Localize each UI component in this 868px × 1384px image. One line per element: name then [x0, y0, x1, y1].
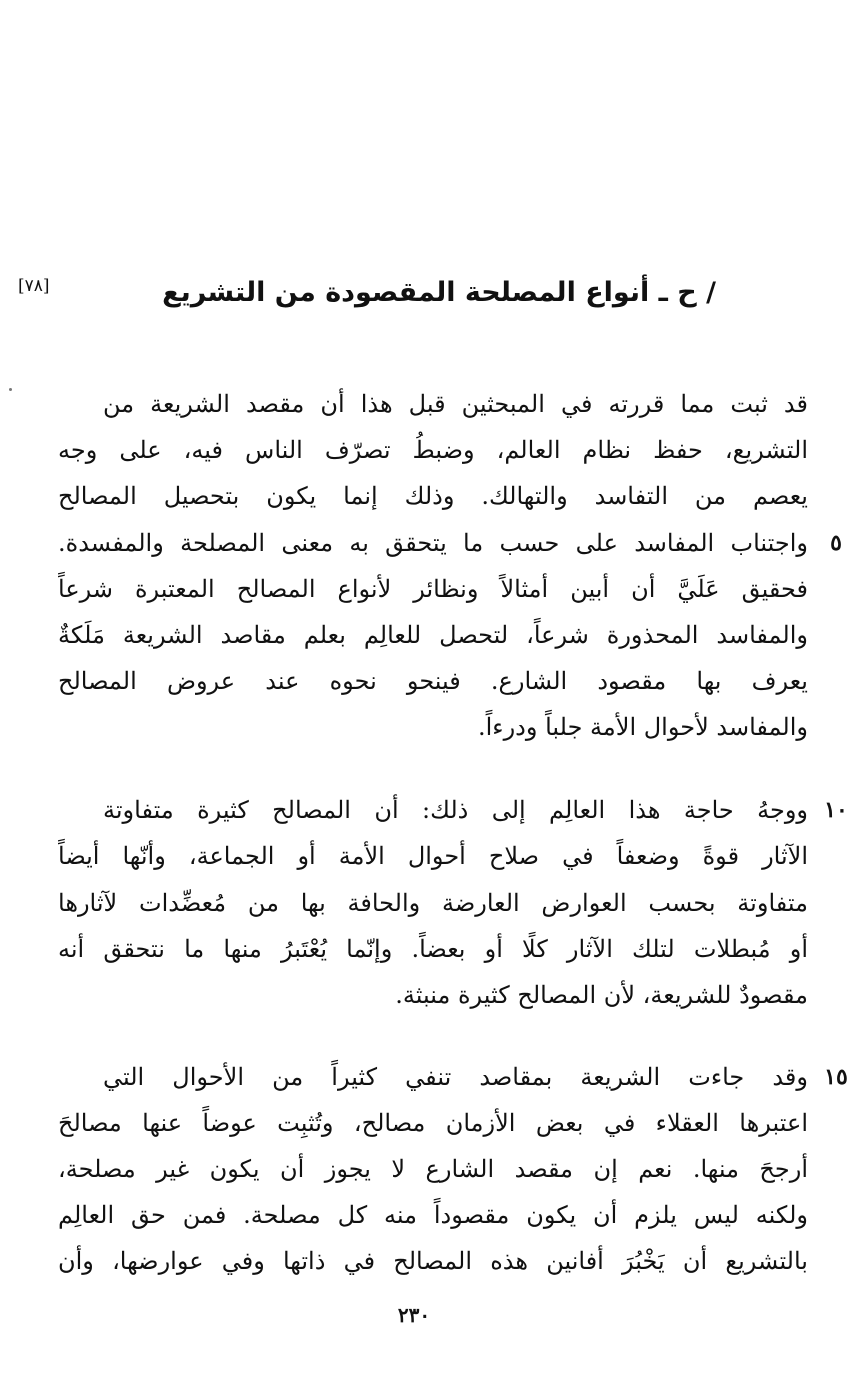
paragraph-2-line-5: مقصودٌ للشريعة، لأن المصالح كثيرة منبثة. [395, 981, 808, 1009]
paragraph-1-line-5: فحقيق عَلَيَّ أن أبين أمثالاً ونظائر لأنواع المصالح المعتبرة شرعاً [58, 575, 808, 603]
line-number-5: ٥ [830, 530, 842, 556]
line-number-15: ١٥ [824, 1064, 848, 1090]
paragraph-3-line-3: أرجحَ منها. نعم إن مقصد الشارع لا يجوز أن يكون غير مصلحة، [58, 1155, 808, 1183]
paragraph-1-line-7: يعرف بها مقصود الشارع. فينحو نحوه عند عروض المصالح [58, 667, 808, 695]
paragraph-2-line-1: ووجهُ حاجة هذا العالِم إلى ذلك: أن المصالح كثيرة متفاوتة [103, 796, 808, 824]
page-number: ٢٣٠ [397, 1303, 431, 1327]
section-title: / ح ـ أنواع المصلحة المقصودة من التشريع [162, 277, 716, 308]
paragraph-1-line-2: التشريع، حفظ نظام العالم، وضبطُ تصرّف الناس فيه، على وجه [58, 436, 808, 464]
paragraph-2-line-3: متفاوتة بحسب العوارض العارضة والحافة بها من مُعضِّدات لآثارها [58, 889, 808, 917]
paragraph-3-line-5: بالتشريع أن يَخْبُرَ أفانين هذه المصالح في ذاتها وفي عوارضها، وأن [58, 1247, 808, 1275]
paragraph-1-line-8: والمفاسد لأحوال الأمة جلباً ودرءاً. [477, 713, 808, 741]
paragraph-1-line-3: يعصم من التفاسد والتهالك. وذلك إنما يكون بتحصيل المصالح [58, 482, 808, 510]
paragraph-1-line-6: والمفاسد المحذورة شرعاً، لتحصل للعالِم بعلم مقاصد الشريعة مَلَكةٌ [58, 621, 808, 649]
paragraph-2-line-4: أو مُبطلات لتلك الآثار كلًا أو بعضاً. وإنّما يُعْتَبرُ منها ما نتحقق أنه [58, 935, 808, 963]
paragraph-3-line-1: وقد جاءت الشريعة بمقاصد تنفي كثيراً من الأحوال التي [103, 1063, 808, 1091]
section-reference-number: [٧٨] [18, 276, 50, 296]
paragraph-1-line-4: واجتناب المفاسد على حسب ما يتحقق به معنى المصلحة والمفسدة. [58, 529, 808, 557]
margin-mark [9, 388, 12, 391]
paragraph-1-line-1: قد ثبت مما قررته في المبحثين قبل هذا أن مقصد الشريعة من [103, 390, 808, 418]
line-number-10: ١٠ [824, 797, 848, 823]
paragraph-3-line-2: اعتبرها العقلاء في بعض الأزمان مصالح، وتُثبِت عوضاً عنها مصالحَ [58, 1109, 808, 1137]
paragraph-2-line-2: الآثار قوةً وضعفاً في صلاح أحوال الأمة أو الجماعة، وأنّها أيضاً [58, 842, 808, 870]
paragraph-3-line-4: ولكنه ليس يلزم أن يكون مقصوداً منه كل مصلحة. فمن حق العالِم [58, 1201, 808, 1229]
